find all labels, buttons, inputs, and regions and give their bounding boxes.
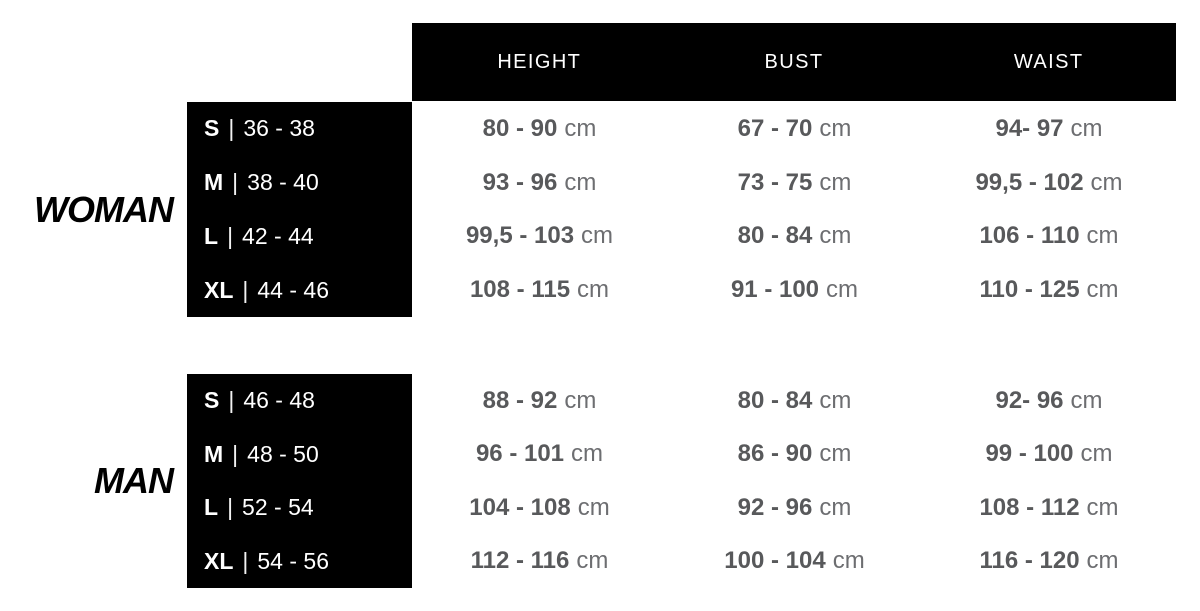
size-separator: | [232,169,239,196]
man-section [0,374,1176,588]
value-cell-man-xl-bust [667,535,922,589]
value-number: 80 - 84 [737,386,813,414]
size-separator: | [228,115,235,142]
size-range: 38 - 40 [247,169,319,196]
value-unit: cm [564,168,597,196]
value-number: 80 - 90 [482,114,558,142]
value-cell-woman-xl-waist [922,263,1176,317]
man-section-label: MAN [94,460,173,501]
value-number: 100 - 104 [724,547,826,575]
value-number: 73 - 75 [737,168,813,196]
size-separator: | [242,547,249,574]
value-cell-man-m-bust [667,428,922,482]
value-cell-man-l-waist [922,481,1176,535]
value-number: 67 - 70 [737,114,813,142]
value-unit: cm [1086,547,1119,575]
value-number: 92- 96 [995,386,1064,414]
value-unit: cm [1086,276,1119,304]
size-separator: | [227,494,234,521]
woman-section-label: WOMAN [34,188,173,230]
value-number: 104 - 108 [469,493,571,521]
column-header-bar [412,23,1176,101]
value-cell-man-l-height [412,481,667,535]
value-unit: cm [564,386,597,414]
value-cell-man-m-height [412,428,667,482]
value-unit: cm [819,222,852,250]
size-letter: XL [204,547,234,574]
value-cell-man-s-height [412,374,667,428]
value-cell-woman-l-waist [922,210,1176,264]
woman-section [0,102,1176,317]
value-unit: cm [832,547,865,575]
value-unit: cm [819,493,852,521]
value-unit: cm [819,114,852,142]
value-unit: cm [1070,114,1103,142]
value-number: 106 - 110 [979,222,1080,250]
value-unit: cm [1070,386,1103,414]
size-range: 46 - 48 [243,387,315,414]
value-cell-woman-s-height [412,102,667,156]
size-letter: L [204,222,219,249]
size-separator: | [228,387,235,414]
size-cell-man-l [187,481,412,535]
value-unit: cm [581,222,614,250]
value-unit: cm [577,493,610,521]
value-number: 108 - 112 [979,493,1080,521]
column-header-height: HEIGHT [497,50,582,73]
value-cell-man-l-bust [667,481,922,535]
value-number: 99,5 - 103 [465,222,575,250]
value-unit: cm [1086,222,1119,250]
size-cell-woman-s [187,102,412,156]
size-letter: S [204,387,220,414]
column-header-waist: WAIST [1013,50,1084,73]
value-cell-man-s-waist [922,374,1176,428]
value-cell-woman-s-waist [922,102,1176,156]
size-letter: L [204,494,219,521]
size-range: 54 - 56 [257,547,329,574]
value-number: 116 - 120 [979,547,1080,575]
value-number: 80 - 84 [737,222,813,250]
value-number: 99 - 100 [985,440,1074,468]
value-unit: cm [576,547,609,575]
column-header-bust: BUST [764,50,824,73]
value-number: 86 - 90 [737,440,813,468]
size-letter: XL [204,276,234,303]
size-cell-woman-xl [187,263,412,317]
size-range: 42 - 44 [242,222,314,249]
value-cell-woman-l-height [412,210,667,264]
size-cell-man-xl [187,535,412,589]
size-letter: S [204,115,220,142]
size-separator: | [227,222,234,249]
value-number: 96 - 101 [475,440,565,468]
value-number: 110 - 125 [979,276,1080,304]
value-cell-woman-m-bust [667,156,922,210]
value-unit: cm [564,114,597,142]
size-separator: | [232,440,239,467]
size-range: 52 - 54 [242,494,314,521]
value-cell-woman-s-bust [667,102,922,156]
value-unit: cm [571,440,604,468]
size-range: 48 - 50 [247,440,319,467]
value-number: 99,5 - 102 [975,168,1084,196]
value-unit: cm [577,276,610,304]
value-number: 94- 97 [995,114,1064,142]
size-cell-man-s [187,374,412,428]
value-number: 108 - 115 [469,276,571,304]
size-range: 36 - 38 [243,115,315,142]
value-cell-woman-m-height [412,156,667,210]
value-cell-man-xl-height [412,535,667,589]
value-cell-man-m-waist [922,428,1176,482]
value-unit: cm [826,276,859,304]
value-unit: cm [819,168,852,196]
value-number: 91 - 100 [730,276,820,304]
value-cell-woman-xl-height [412,263,667,317]
value-number: 93 - 96 [482,168,558,196]
value-cell-man-xl-waist [922,535,1176,589]
size-separator: | [242,276,249,303]
value-cell-woman-l-bust [667,210,922,264]
value-cell-woman-m-waist [922,156,1176,210]
value-unit: cm [819,386,852,414]
size-range: 44 - 46 [257,276,329,303]
value-unit: cm [1080,440,1113,468]
size-cell-man-m [187,428,412,482]
value-number: 112 - 116 [470,547,570,575]
value-number: 88 - 92 [482,386,558,414]
size-letter: M [204,440,224,467]
value-cell-woman-xl-bust [667,263,922,317]
value-number: 92 - 96 [737,493,813,521]
value-unit: cm [1086,493,1119,521]
size-cell-woman-l [187,210,412,264]
value-cell-man-s-bust [667,374,922,428]
size-cell-woman-m [187,156,412,210]
size-letter: M [204,169,224,196]
value-unit: cm [819,440,852,468]
value-unit: cm [1090,168,1123,196]
